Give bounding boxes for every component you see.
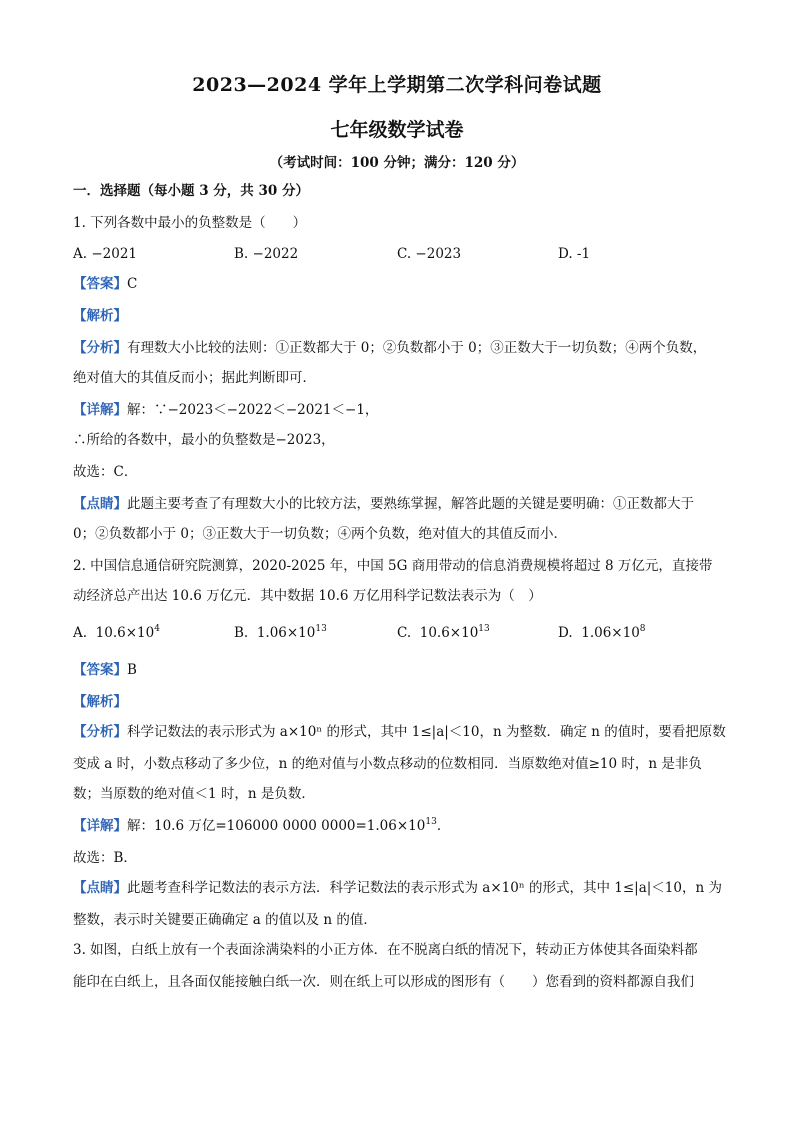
- answer-tag: 【答案】: [73, 662, 127, 678]
- option-label: D.: [558, 625, 573, 641]
- q1-xiangjie-line-3: 故选：C．: [73, 464, 138, 480]
- option-base: 1.06×10: [581, 625, 640, 641]
- option-label: C.: [397, 625, 412, 641]
- fenxi-tag: 【分析】: [73, 724, 127, 740]
- q1-dianjing-line-2: 0；②负数都小于 0；③正数大于一切负数；④两个负数，绝对值大的其值反而小．: [73, 526, 567, 542]
- xiangjie-exponent: 13: [425, 817, 437, 827]
- option-label: A.: [73, 625, 88, 641]
- q1-dianjing-line-1: [73, 494, 694, 514]
- xiangjie-text: 解：10.6 万亿=106000 0000 0000=1.06×10: [127, 818, 426, 834]
- q2-xiangjie-line-1: [73, 816, 450, 836]
- q2-fenxi-line-3: 数；当原数的绝对值＜1 时，n 是负数．: [73, 786, 315, 802]
- dianjing-text: 此题主要考查了有理数大小的比较方法，要熟练掌握，解答此题的关键是要明确：①正数都大于: [127, 496, 694, 512]
- fenxi-text: 科学记数法的表示形式为 a×10ⁿ 的形式，其中 1≤|a|＜10，n 为整数．确定 n 的值时，要看把原数: [127, 724, 726, 740]
- dianjing-tag: 【点睛】: [73, 880, 127, 896]
- q2-option-d: [558, 623, 646, 643]
- q2-option-a: [73, 623, 160, 643]
- option-base: 1.06×10: [256, 625, 316, 641]
- q3-stem-line-2: 能印在白纸上，且各面仅能接触白纸一次．则在纸上可以形成的图形有（ ）您看到的资料都源自我们: [73, 974, 694, 990]
- dianjing-text: 此题考查科学记数法的表示方法．科学记数法的表示形式为 a×10ⁿ 的形式，其中 1≤|a|＜10，n 为: [127, 880, 722, 896]
- q2-dianjing-line-2: 整数，表示时关键要正确确定 a 的值以及 n 的值．: [73, 912, 377, 928]
- q2-dianjing-line-1: [73, 878, 722, 898]
- option-base: 10.6×10: [95, 625, 155, 641]
- option-label: B.: [234, 625, 249, 641]
- q1-fenxi-line-2: 绝对值大的其值反而小；据此判断即可．: [73, 370, 316, 386]
- q2-answer: [73, 660, 137, 680]
- q2-option-c: [397, 623, 490, 643]
- xiangjie-text: 解：∵−2023＜−2022＜−2021＜−1，: [127, 402, 379, 418]
- q2-fenxi-line-1: [73, 722, 726, 742]
- option-exponent: 4: [154, 624, 160, 634]
- exam-subtitle: 七年级数学试卷: [330, 119, 464, 141]
- option-exponent: 13: [315, 624, 327, 634]
- q1-option-a: A. −2021: [73, 246, 137, 262]
- answer-value: C: [127, 276, 138, 292]
- option-base: 10.6×10: [419, 625, 479, 641]
- xiangjie-tag: 【详解】: [73, 818, 127, 834]
- xiangjie-tag: 【详解】: [73, 402, 127, 418]
- q1-option-b: B. −2022: [234, 246, 299, 262]
- q1-fenxi-line-1: [73, 338, 706, 358]
- exam-title: 2023—2024 学年上学期第二次学科问卷试题: [192, 74, 602, 96]
- fenxi-text: 有理数大小比较的法则：①正数都大于 0；②负数都小于 0；③正数大于一切负数；④两个负数，: [127, 340, 707, 356]
- q1-stem: 1. 下列各数中最小的负整数是（ ）: [73, 215, 307, 231]
- q1-xiangjie-line-1: [73, 400, 378, 420]
- q1-option-d: D. -1: [558, 246, 591, 262]
- xiangjie-end: ．: [436, 818, 451, 834]
- section-heading: 一．选择题（每小题 3 分，共 30 分）: [73, 183, 309, 199]
- analysis-tag: 【解析】: [73, 694, 127, 710]
- q2-analysis-heading: [73, 692, 127, 712]
- q2-stem-line-2: 动经济总产出达 10.6 万亿元．其中数据 10.6 万亿用科学记数法表示为（ ）: [73, 588, 542, 604]
- dianjing-tag: 【点睛】: [73, 496, 127, 512]
- q1-xiangjie-line-2: ∴所给的各数中，最小的负整数是−2023，: [73, 432, 335, 448]
- answer-tag: 【答案】: [73, 276, 127, 292]
- option-exponent: 13: [478, 624, 490, 634]
- q1-option-c: C. −2023: [397, 246, 462, 262]
- q2-fenxi-line-2: 变成 a 时，小数点移动了多少位，n 的绝对值与小数点移动的位数相同．当原数绝对值≥10 时，n 是非负: [73, 756, 702, 772]
- analysis-tag: 【解析】: [73, 308, 127, 324]
- fenxi-tag: 【分析】: [73, 340, 127, 356]
- exam-info: （考试时间：100 分钟；满分：120 分）: [269, 155, 525, 171]
- q2-xiangjie-line-2: 故选：B．: [73, 850, 137, 866]
- q1-answer: [73, 274, 137, 294]
- q2-option-b: [234, 623, 327, 643]
- q1-analysis-heading: [73, 306, 127, 326]
- answer-value: B: [127, 662, 137, 678]
- q2-stem-line-1: 2. 中国信息通信研究院测算，2020-2025 年，中国 5G 商用带动的信息消费规模将超过 8 万亿元，直接带: [73, 558, 713, 574]
- option-exponent: 8: [639, 624, 646, 634]
- q3-stem-line-1: 3. 如图，白纸上放有一个表面涂满染料的小正方体．在不脱离白纸的情况下，转动正方体使其各面染料都: [73, 942, 698, 958]
